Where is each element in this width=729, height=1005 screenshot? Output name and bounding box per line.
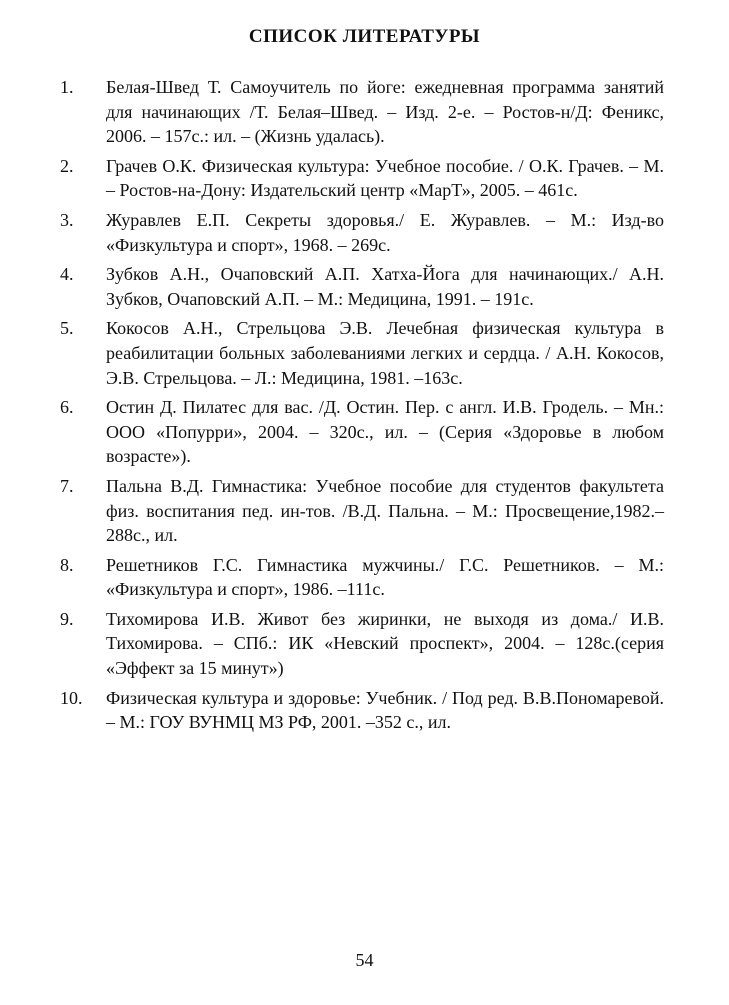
bibliography-entry bbox=[60, 154, 664, 203]
entry-text: Журавлев Е.П. Секреты здоровья./ Е. Журавлев. – М.: Изд-во «Физкультура и спорт», 1968. – 269с. bbox=[106, 209, 664, 255]
bibliography-list bbox=[60, 75, 664, 740]
entry-number: 2. bbox=[60, 155, 74, 176]
bibliography-entry bbox=[60, 208, 664, 257]
page-title: СПИСОК ЛИТЕРАТУРЫ bbox=[248, 26, 481, 47]
bibliography-entry bbox=[60, 474, 664, 548]
entry-text: Физическая культура и здоровье: Учебник. / Под ред. В.В.Пономаревой. – М.: ГОУ ВУНМЦ МЗ РФ, 2001. –352 с., ил. bbox=[106, 687, 664, 733]
entry-text: Грачев О.К. Физическая культура: Учебное пособие. / О.К. Грачев. – М. – Ростов-на-Дону: Издательский центр «МарТ», 2005. – 461с. bbox=[106, 155, 664, 201]
entry-number: 9. bbox=[60, 608, 74, 629]
bibliography-entry bbox=[60, 316, 664, 390]
entry-number: 1. bbox=[60, 77, 74, 97]
bibliography-entry bbox=[60, 686, 664, 735]
bibliography-entry bbox=[60, 75, 664, 149]
entry-number: 5. bbox=[60, 318, 74, 339]
entry-text: Зубков А.Н., Очаповский А.П. Хатха-Йога для начинающих./ А.Н. Зубков, Очаповский А.П. – М.: Медицина, 1991. – 191с. bbox=[106, 264, 664, 309]
entry-number: 4. bbox=[60, 264, 74, 285]
entry-number: 6. bbox=[60, 397, 74, 418]
entry-number: 8. bbox=[60, 554, 74, 575]
entry-text: Решетников Г.С. Гимнастика мужчины./ Г.С. Решетников. – М.: «Физкультура и спорт», 1986. –111с. bbox=[106, 554, 664, 600]
bibliography-entry bbox=[60, 395, 664, 469]
entry-text: Кокосов А.Н., Стрельцова Э.В. Лечебная физическая культура в реабилитации больных заболеваниями легких и сердца. / А.Н. Кокосов, Э.В. Стрельцова. – Л.: Медицина, 1981. –163с. bbox=[106, 318, 664, 388]
entry-text: Тихомирова И.В. Живот без жиринки, не выходя из дома./ И.В. Тихомирова. – СПб.: ИК «Невский проспект», 2004. – 128с.(серия «Эффект за 15 минут») bbox=[106, 608, 664, 679]
entry-number: 3. bbox=[60, 209, 74, 230]
entry-number: 10. bbox=[60, 687, 83, 708]
bibliography-entry bbox=[60, 553, 664, 602]
entry-text: Остин Д. Пилатес для вас. /Д. Остин. Пер. с англ. И.В. Гродель. – Мн.: ООО «Попурри», 2004. – 320с., ил. – (Серия «Здоровье в любом возрасте»). bbox=[106, 397, 664, 467]
bibliography-entry bbox=[60, 262, 664, 311]
bibliography-entry bbox=[60, 607, 664, 681]
entry-text: Белая-Швед Т. Самоучитель по йоге: ежедневная программа занятий для начинающих /Т. Белая–Швед. – Изд. 2-е. – Ростов-н/Д: Феникс, 2006. – 157с.: ил. – (Жизнь удалась). bbox=[106, 77, 664, 147]
entry-text: Пальна В.Д. Гимнастика: Учебное пособие для студентов факультета физ. воспитания пед. ин-тов. /В.Д. Пальна. – М.: Просвещение,1982.– 288с., ил. bbox=[106, 475, 664, 546]
entry-number: 7. bbox=[60, 475, 74, 496]
page-number: 54 bbox=[355, 950, 374, 970]
